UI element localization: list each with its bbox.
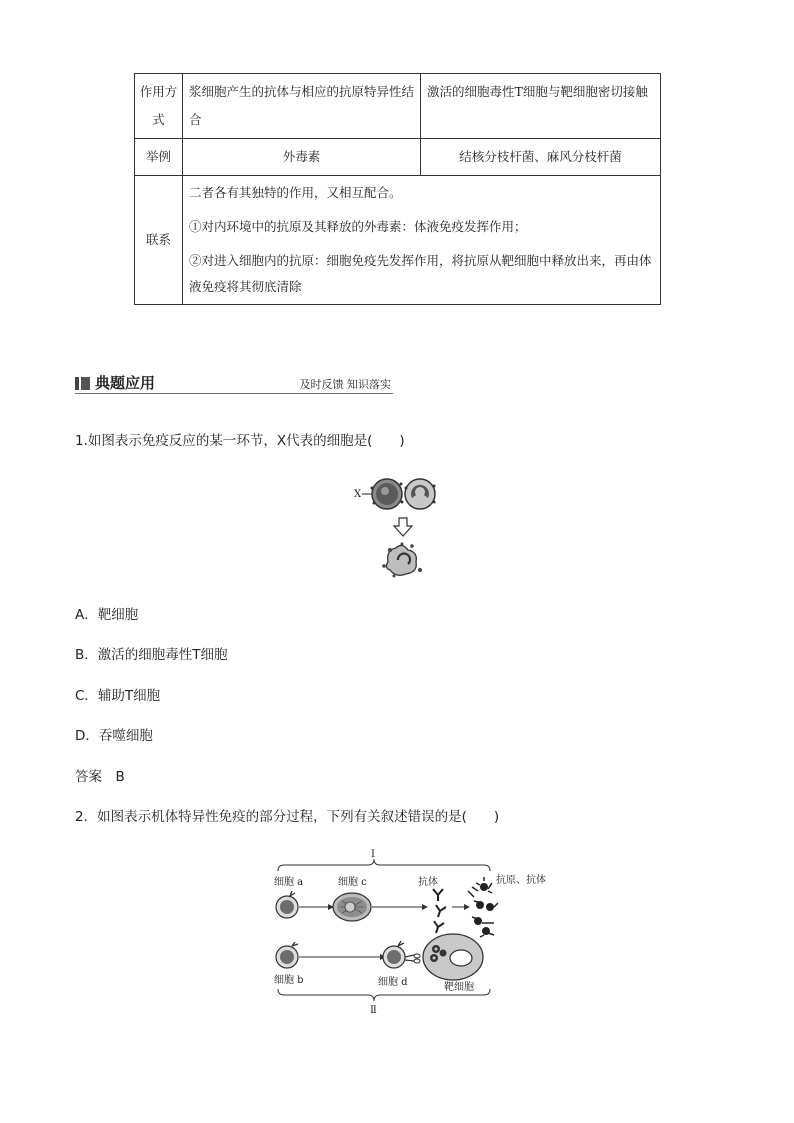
target-cell-icon xyxy=(423,934,483,980)
relation-line-3: ②对进入细胞内的抗原：细胞免疫先发挥作用，将抗原从靶细胞中释放出来，再由体液免疫将其彻底清除 xyxy=(189,253,652,294)
q1-option-a[interactable]: A．靶细胞 xyxy=(75,607,139,623)
section-subtitle: 及时反馈 知识落实 xyxy=(299,378,391,391)
q1-option-b[interactable]: B．激活的细胞毒性T细胞 xyxy=(75,647,228,663)
q1-figure xyxy=(350,470,450,582)
cellular-mode-cell: 激活的细胞毒性T细胞与靶细胞密切接触 xyxy=(421,74,661,139)
roman-ii-label: Ⅱ xyxy=(370,1005,377,1016)
roman-i-label: Ⅰ xyxy=(371,849,375,860)
cell-b-label: 细胞 b xyxy=(274,975,304,986)
relation-line-2: ①对内环境中的抗原及其释放的外毒素：体液免疫发挥作用； xyxy=(189,219,527,234)
down-arrow-icon xyxy=(394,518,412,536)
target-cell-icon xyxy=(405,479,436,509)
humoral-mode-cell: 浆细胞产生的抗体与相应的抗原特异性结合 xyxy=(183,74,421,139)
antigen-antibody-label: 抗原、抗体 xyxy=(496,875,546,886)
table-row xyxy=(135,176,661,305)
table-row xyxy=(135,139,661,176)
antibody-icon xyxy=(433,889,446,933)
q1-option-c[interactable]: C．辅助T细胞 xyxy=(75,688,161,704)
row-label-mode: 作用方式 xyxy=(135,74,183,139)
q1-option-d[interactable]: D．吞噬细胞 xyxy=(75,728,153,744)
section-marker-icon xyxy=(81,377,90,390)
section-title: 典题应用 xyxy=(95,374,156,392)
section-divider xyxy=(75,393,393,394)
x-label: X xyxy=(354,489,362,500)
question-2-stem: 2．如图表示机体特异性免疫的部分过程，下列有关叙述错误的是( ) xyxy=(75,809,500,825)
cellular-example-cell: 结核分枝杆菌、麻风分枝杆菌 xyxy=(421,139,661,176)
humoral-example-cell: 外毒素 xyxy=(183,139,421,176)
cell-c-label: 细胞 c xyxy=(338,877,367,888)
q2-figure xyxy=(268,845,546,1017)
antibody-label: 抗体 xyxy=(418,877,438,888)
antigen-antibody-complex-icon xyxy=(468,877,498,937)
row-label-example: 举例 xyxy=(135,139,183,176)
question-1-stem: 1.如图表示免疫反应的某一环节，X代表的细胞是( ) xyxy=(75,433,405,449)
arrow-head-icon xyxy=(422,904,428,910)
x-cell-icon xyxy=(371,479,404,509)
arrow-head-icon xyxy=(464,904,470,910)
cell-a-icon xyxy=(276,891,298,918)
cell-a-label: 细胞 a xyxy=(274,877,304,888)
cell-c-icon xyxy=(333,893,371,921)
row-label-relation: 联系 xyxy=(135,176,183,305)
section-header xyxy=(75,372,393,394)
comparison-table xyxy=(134,73,661,305)
relation-line-1: 二者各有其独特的作用，又相互配合。 xyxy=(189,185,402,200)
table-row xyxy=(135,74,661,139)
cell-b-icon xyxy=(276,942,298,968)
q1-answer: 答案 B xyxy=(75,769,125,785)
cell-d-label: 细胞 d xyxy=(378,977,408,988)
lysed-cell-icon xyxy=(382,543,422,578)
bracket-top xyxy=(278,859,490,871)
cell-d-icon xyxy=(383,941,420,968)
target-cell-label: 靶细胞 xyxy=(444,982,474,993)
section-marker-icon xyxy=(75,377,79,390)
relation-cell xyxy=(183,176,661,305)
